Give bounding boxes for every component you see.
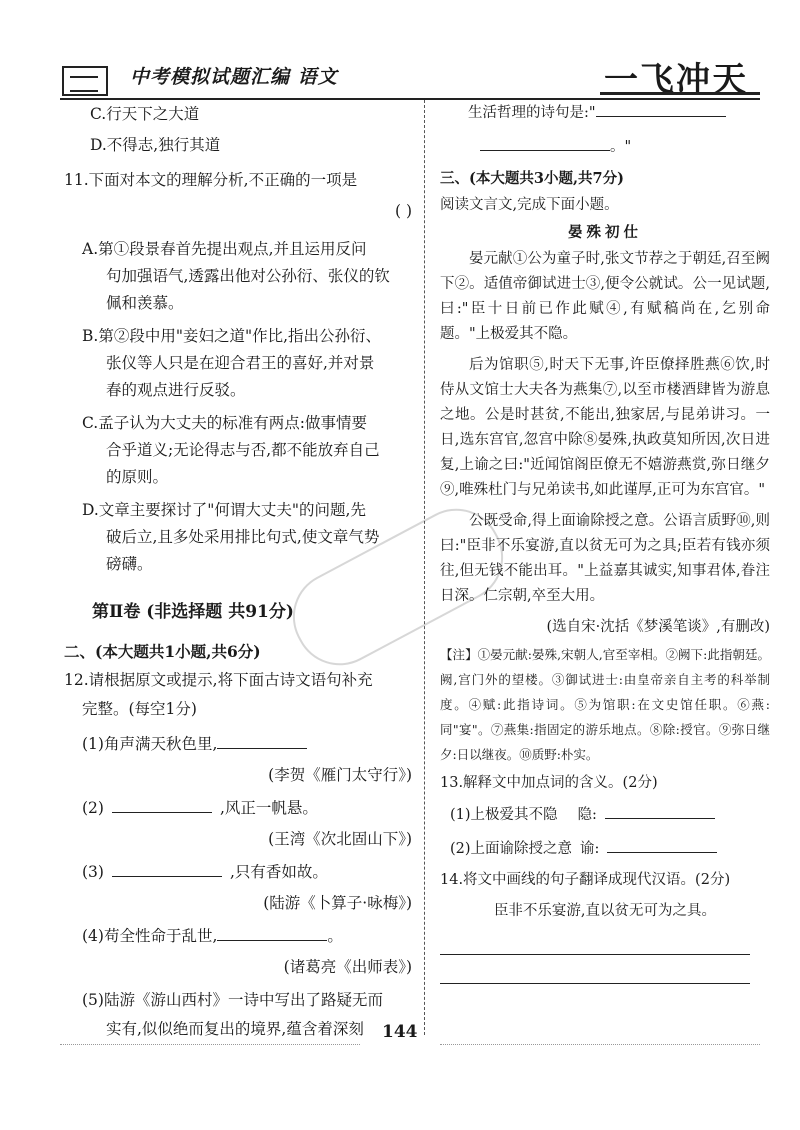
- q13-item-1: (1)上极爱其不隐 隐:: [450, 804, 770, 826]
- passage-paragraph-2: 后为馆职⑤,时天下无事,许臣僚择胜燕⑥饮,时侍从文馆士大夫各为燕集⑦,以至市楼酒肆皆为游息之地。公是时甚贫,不能出,独家居,与昆弟讲习。一日,选东宫官,忽宫中除⑧晏殊,执政莫知所因,次日进复,上谕之曰:"近闻馆阁臣僚无不嬉游燕赏,弥日继夕⑨,唯殊杜门与兄弟读书,如此谨厚,正可为东宫官。": [440, 357, 770, 498]
- q13-item-2: (2)上面谕除授之意 谕:: [450, 838, 770, 860]
- option-b: B.第②段中用"妾妇之道"作比,指出公孙衍、 张仪等人只是在迎合君王的喜好,并对景 春的观点进行反驳。: [82, 327, 382, 399]
- passage-paragraph-3: 公既受命,得上面谕除授之意。公语言质野⑩,则曰:"臣非不乐宴游,直以贫无可为之具;臣若有钱亦须往,但无钱不能出耳。"上益嘉其诚实,知事君体,眷注日深。仁宗朝,卒至大用。: [440, 513, 770, 604]
- passage-notes: 【注】①晏元献:晏殊,宋朝人,官至宰相。②阙下:此指朝廷。阙,宫门外的望楼。③御试进士:由皇帝亲自主考的科举制度。④赋:此指诗词。⑤为馆职:在文史馆任职。⑥燕:同"宴"。⑦燕集:指固定的游乐地点。⑧除:授官。⑨弥日继夕:日以继夜。⑩质野:朴实。: [440, 647, 770, 762]
- answer-blank[interactable]: [596, 102, 726, 117]
- question-12: 12.请根据原文或提示,将下面古诗文语句补充: [64, 671, 373, 689]
- series-title: 中考模拟试题汇编 语文: [130, 66, 338, 88]
- passage-title: 晏殊初仕: [568, 224, 642, 241]
- option-c: C.孟子认为大丈夫的标准有两点:做事情要 合乎道义;无论得志与否,都不能放弃自己 的原则。: [82, 414, 380, 486]
- brand-title: 一飞冲天: [604, 60, 748, 100]
- reading-intro: 阅读文言文,完成下面小题。: [440, 197, 619, 213]
- page-number: 144: [382, 1022, 418, 1042]
- volume-2-title: 第Ⅱ卷 (非选择题 共91分): [92, 602, 294, 622]
- question-14: 14.将文中画线的句子翻译成现代汉语。(2分): [440, 872, 731, 888]
- passage-paragraph-1: 晏元献①公为童子时,张文节荐之于朝廷,召至阙下②。适值帝御试进士③,便令公就试。公一见试题,曰:"臣十日前已作此赋④,有赋稿尚在,乞别命题。"上极爱其不隐。: [440, 251, 770, 342]
- blank-3: (3) ,只有香如故。: [82, 863, 328, 881]
- brand-underline: [600, 92, 760, 95]
- section-2-heading: 二、(本大题共1小题,共6分): [64, 642, 261, 661]
- question-12-cont: 完整。(每空1分): [82, 700, 197, 718]
- answer-line[interactable]: [440, 969, 750, 984]
- answer-blank[interactable]: [112, 862, 222, 877]
- blank-4: (4)苟全性命于乱世, 。: [82, 927, 343, 945]
- footer-dots-right: [440, 1044, 760, 1045]
- blank-3-source: (陆游《卜算子·咏梅》): [263, 894, 412, 912]
- blank-1: (1)角声满天秋色里,: [82, 734, 412, 755]
- answer-blank[interactable]: [605, 804, 715, 819]
- answer-blank[interactable]: [217, 926, 327, 941]
- answer-blank[interactable]: [480, 136, 610, 151]
- section-3-heading: 三、(本大题共3小题,共7分): [440, 170, 624, 187]
- page-header: [0, 0, 800, 108]
- blank-1-source: (李贺《雁门太守行》): [268, 766, 412, 784]
- answer-blank[interactable]: [217, 734, 307, 749]
- blank-4-source: (诸葛亮《出师表》): [283, 958, 412, 976]
- question-11: 11.下面对本文的理解分析,不正确的一项是: [64, 171, 358, 189]
- translation-lines: [440, 940, 770, 984]
- blank-2-source: (王湾《次北固山下》): [268, 830, 412, 848]
- option-c-prev: C.行天下之大道: [90, 105, 200, 123]
- blank-5-cont: 实有,似似绝而复出的境界,蕴含着深刻: [106, 1020, 364, 1038]
- answer-blank[interactable]: [607, 838, 717, 853]
- option-a: A.第①段景春首先提出观点,并且运用反问 句加强语气,透露出他对公孙衍、张仪的钦 佩和羡慕。: [82, 240, 390, 312]
- translate-sentence: 臣非不乐宴游,直以贫无可为之具。: [493, 903, 717, 919]
- book-logo-icon: [62, 66, 108, 96]
- option-d: D.文章主要探讨了"何谓大丈夫"的问题,先 破后立,且多处采用排比句式,使文章气势 磅礴。: [82, 501, 380, 573]
- option-d-prev: D.不得志,独行其道: [90, 136, 221, 154]
- answer-blank[interactable]: [112, 798, 212, 813]
- blank-5: (5)陆游《游山西村》一诗中写出了路疑无而: [82, 991, 383, 1009]
- answer-line[interactable]: [440, 940, 750, 955]
- answer-paren: ( ): [394, 202, 412, 220]
- poem-answer-line-2: 。": [480, 136, 770, 158]
- footer-dots-left: [60, 1044, 360, 1045]
- question-13: 13.解释文中加点词的含义。(2分): [440, 775, 658, 791]
- blank-2: (2) ,风正一帆悬。: [82, 799, 318, 817]
- poem-answer-line: 生活哲理的诗句是:": [468, 102, 770, 124]
- passage-source: (选自宋·沈括《梦溪笔谈》,有删改): [546, 619, 770, 635]
